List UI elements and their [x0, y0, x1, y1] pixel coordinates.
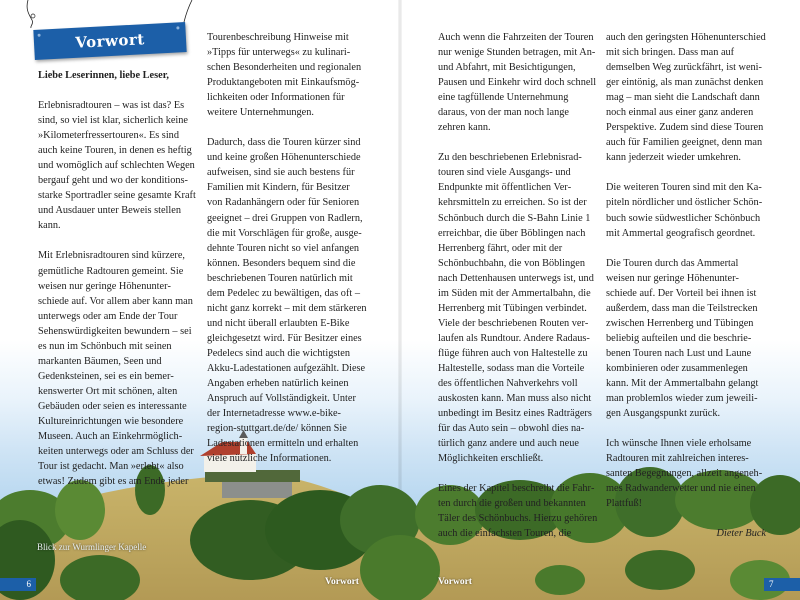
paragraph: Zu den beschriebenen Erlebnisradtouren sind viele Ausgangs- und Endpunkte mit öffentlichen Verkehrsmitteln zu erreichen. So ist der Schönbuch durch die S-Bahn Linie 1 erreichbar, die über Böblingen nach Herrenberg fährt, oder mit der Schönbuchbahn, die von Böblingen nach Dettenhausen unterwegs ist, und im Süden mit der Ammertalbahn, die Herrenberg mit Tübingen verbindet. Viele der beschriebenen Routen verlaufen als Rundtour. Andere Radausflüge führen auch von Haltestelle zu Haltestelle, sodass man die Vorteile des öffentlichen Nahverkehrs voll auskosten kann. Man muss also nicht unbedingt im Besitz eines Radträgers für das Auto sein – obwohl dies natürlich ganz andere und auch neue Möglichkeiten erschließt. — [438, 152, 594, 465]
paragraph: Dadurch, dass die Touren kürzer sind und keine großen Höhenunterschiede aufweisen, sind sie auch bestens für Familien mit Kindern, für Besitzer von Radanhängern oder für Senioren geeignet – drei Gruppen von Radlern, die mit Vorschlägen für große, ausgedehnte Touren nicht so viel anfangen können. Besonders bequem sind die beschriebenen Touren natürlich mit dem Pedelec zu bewältigen, das oft – nicht ganz korrekt – mit dem stärkeren und nicht überall erlaubten E-Bike gleichgesetzt wird. Für Besitzer eines Pedelecs sind auch die wichtigsten Akku-Ladestationen aufgezählt. Diese Angaben erheben natürlich keinen Anspruch auf Vollständigkeit. Unter der Internetadresse www.e-bike-region-stuttgart.de/de/ können Sie Ladestationen ermitteln und erhalten viele nützliche Informationen. — [207, 137, 367, 465]
paragraph: Ich wünsche Ihnen viele erholsame Radtouren mit zahlreichen interessanten Begegnungen, allzeit angenehmes Radwanderwetter und nie einen Plattfuß! — [606, 438, 763, 510]
paragraph: Eines der Kapitel beschreibt die Fahrten durch die großen und bekannten Täler des Schönbuchs. Hierzu gehören auch die einfachsten Touren, die — [438, 483, 598, 540]
page-number-left: 6 — [0, 578, 36, 591]
nail-icon — [38, 34, 41, 37]
author-signature: Dieter Buck — [716, 528, 766, 540]
paragraph: auch den geringsten Höhenunterschied mit sich bringen. Dass man auf demselben Weg zurückfährt, ist weniger eintönig, als man zunächst denken mag – man sieht die Landschaft dann noch einmal aus einer ganz anderen Perspektive. Zudem sind diese Touren auch für Familien geeignet, denn man kann jederzeit wieder umkehren. — [606, 32, 766, 164]
running-head-right: Vorwort — [438, 577, 472, 587]
text-column-4 — [606, 30, 766, 556]
paragraph: Mit Erlebnisradtouren sind kürzere, gemütliche Radtouren gemeint. Sie weisen nur geringe Höhenunterschiede auf. Vor allem aber kann man unterwegs oder am Ende der Tour Sehenswürdigkeiten bewundern – sei es nun im Schönbuch mit seinen markanten Bäumen, Seen und Gedenksteinen, sei es ein bemerkenswerter Ort mit schönen, alten Gebäuden oder seien es interessante Kultureinrichtungen wie besondere Museen. Auch an Einkehrmöglichkeiten unterwegs oder am Schluss der Tour ist gedacht. Man »erlebt« also etwas! Zudem gibt es am Ende jeder — [38, 250, 194, 488]
paragraph: Auch wenn die Fahrzeiten der Touren nur wenige Stunden betragen, mit An- und Abfahrt, mit Besichtigungen, Pausen und Einkehr wird doch schnell eine tagfüllende Unternehmung daraus, von der man noch lange zehren kann. — [438, 32, 597, 134]
paragraph: Die Touren durch das Ammertal weisen nur geringe Höhenunterschiede auf. Der Vorteil bei ihnen ist außerdem, dass man die Teilstrecken zwischen Herrenberg und Tübingen beliebig aufteilen und die beschriebenen Touren nach Lust und Laune kombinieren oder zusammenlegen kann. Mit der Ammertalbahn gelangt man problemlos wieder zum jeweiligen Ausgangspunkt zurück. — [606, 257, 759, 420]
text-column-2 — [207, 30, 367, 481]
nail-icon — [176, 26, 179, 29]
salutation: Liebe Leserinnen, liebe Leser, — [38, 70, 169, 81]
paragraph: Die weiteren Touren sind mit den Kapiteln nördlicher und östlicher Schönbuch sowie südwestlicher Schönbuch mit Ammertal geografisch geordnet. — [606, 182, 763, 239]
text-column-3 — [438, 30, 598, 557]
photo-caption: Blick zur Wurmlinger Kapelle — [37, 542, 147, 552]
chapel-wall — [222, 480, 292, 498]
paragraph: Tourenbeschreibung Hinweise mit »Tipps für unterwegs« zu kulinarischen Besonderheiten und regionalen Produktangeboten mit Einkaufsmöglichkeiten oder Informationen für weitere Unternehmungen. — [207, 32, 362, 119]
page-number-right: 7 — [764, 578, 800, 591]
text-column-1 — [38, 68, 198, 504]
paragraph: Erlebnisradtouren – was ist das? Es sind, so viel ist klar, sicherlich keine »Kilometerfressertouren«. Es sind auch keine Touren, in denen es heftig und womöglich auf schlechten Wegen bergauf geht und wo der konditionsstarke Sportradler seine gesamte Kraft und Ausdauer unter Beweis stellen kann. — [38, 100, 196, 232]
running-head-left: Vorwort — [325, 577, 359, 587]
chapter-title: Vorwort — [74, 30, 146, 52]
